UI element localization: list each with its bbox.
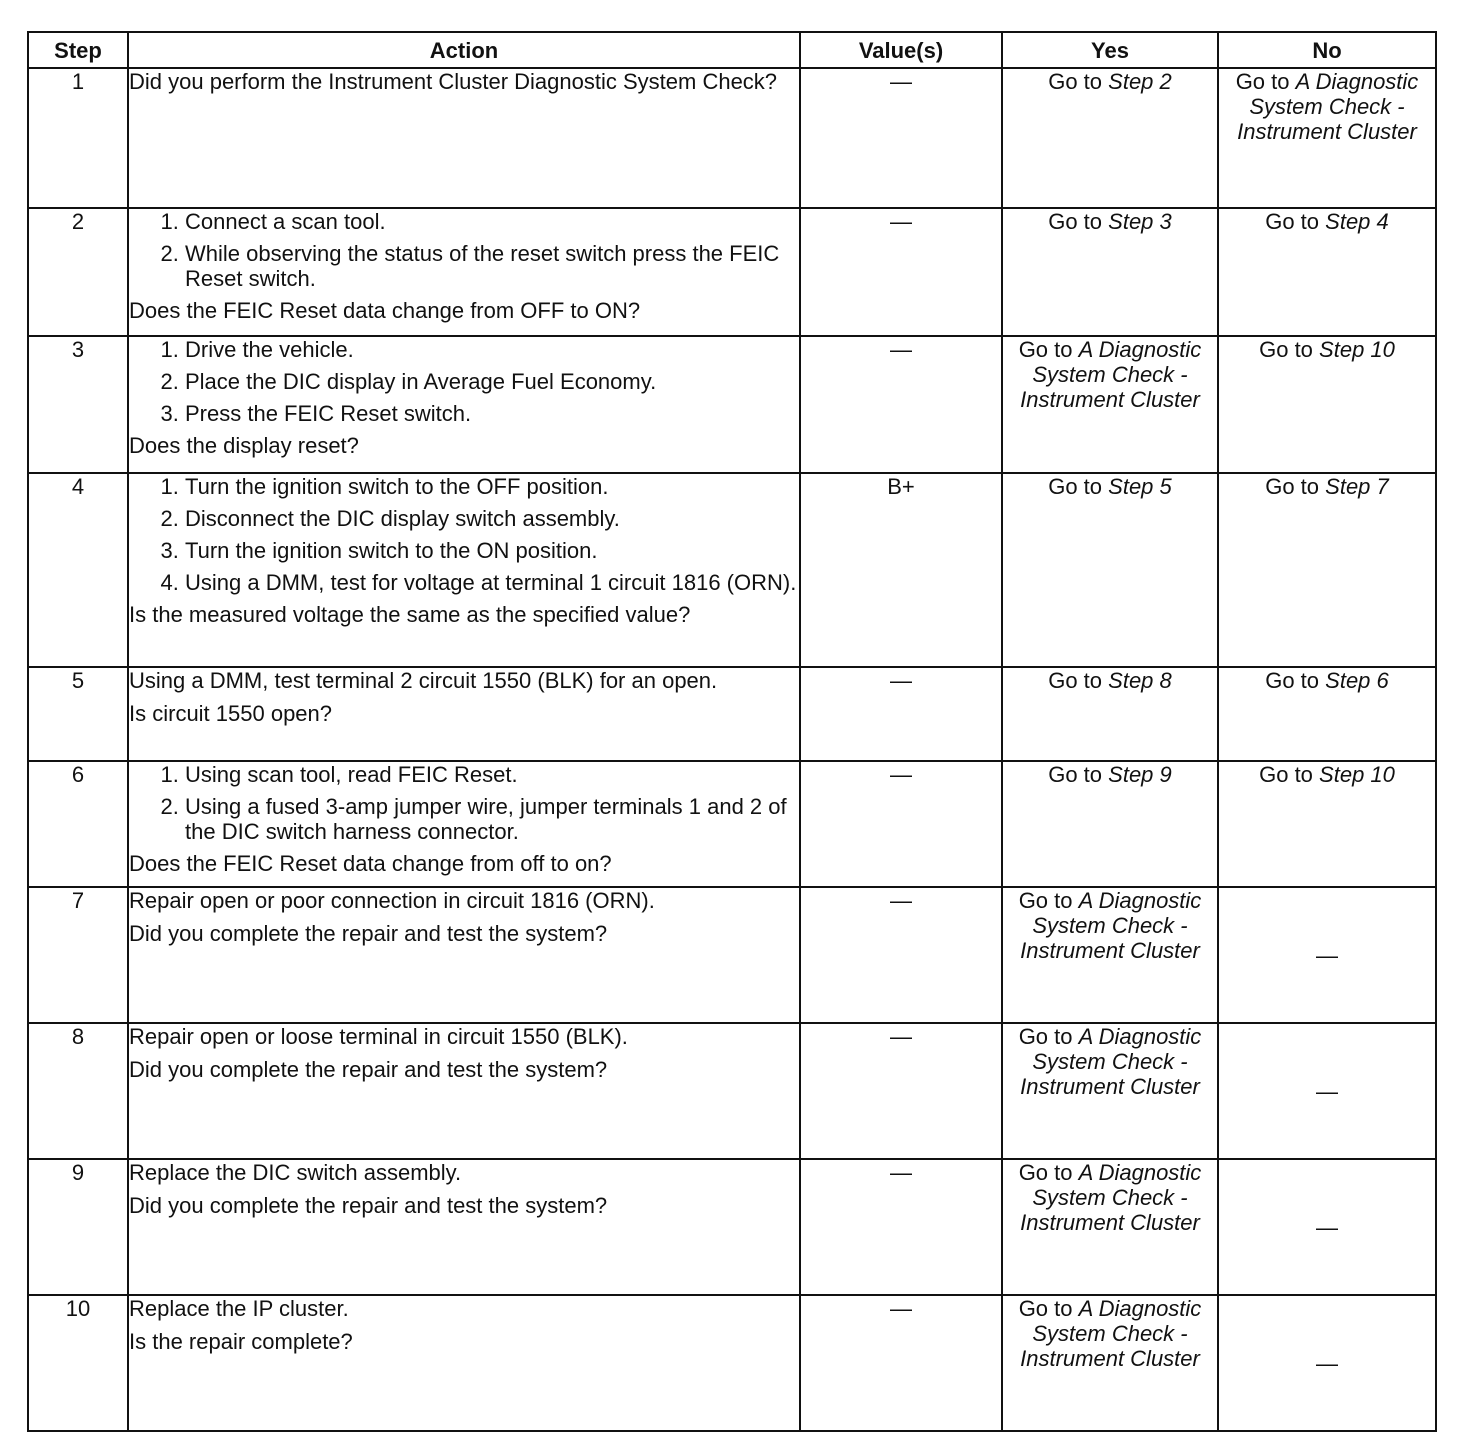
header-row: [28, 32, 1436, 68]
goto-link[interactable]: [1003, 337, 1217, 412]
action-step-item: 4. Using a DMM, test for voltage at terminal 1 circuit 1816 (ORN).: [185, 570, 799, 595]
table-row: [28, 1159, 1436, 1295]
step-number: 5: [28, 667, 128, 761]
action-body: [129, 1296, 799, 1354]
goto-target: Step 10: [1319, 337, 1395, 362]
action-body: [129, 1024, 799, 1082]
action-cell: [128, 336, 800, 473]
action-content: [129, 668, 799, 726]
action-body: [129, 762, 799, 851]
action-question: Does the FEIC Reset data change from off to on?: [129, 851, 612, 876]
goto-prefix: Go to: [1048, 762, 1103, 787]
no-cell: [1218, 208, 1436, 336]
step-number: 2: [28, 208, 128, 336]
goto-link[interactable]: [1003, 1160, 1217, 1235]
action-step-item: 1. Turn the ignition switch to the OFF position.: [185, 474, 799, 499]
yes-cell: [1002, 1023, 1218, 1159]
action-content: [129, 1160, 799, 1218]
action-step-item: 2. Place the DIC display in Average Fuel Economy.: [185, 369, 799, 394]
dash-text: —: [1316, 942, 1338, 968]
action-content: [129, 69, 799, 102]
value-cell: —: [800, 887, 1002, 1023]
action-cell: [128, 1023, 800, 1159]
action-intro: Repair open or poor connection in circuit 1816 (ORN).: [129, 888, 655, 913]
goto-link[interactable]: [1003, 1296, 1217, 1371]
step-number: 10: [28, 1295, 128, 1431]
yes-cell: [1002, 1295, 1218, 1431]
action-question: Does the display reset?: [129, 433, 359, 458]
no-cell: [1218, 473, 1436, 667]
action-step-list: [129, 209, 799, 291]
step-number: 8: [28, 1023, 128, 1159]
action-body: [129, 209, 799, 298]
action-question: Is circuit 1550 open?: [129, 701, 333, 726]
value-cell: —: [800, 1023, 1002, 1159]
no-cell: [1218, 761, 1436, 887]
yes-cell: [1002, 68, 1218, 208]
goto-target: A Diagnostic System Check - Instrument Cluster: [1020, 1024, 1202, 1099]
table-row: [28, 887, 1436, 1023]
yes-cell: [1002, 208, 1218, 336]
no-cell: [1218, 887, 1436, 1023]
no-cell: [1218, 336, 1436, 473]
table-row: [28, 336, 1436, 473]
no-cell: [1218, 1023, 1436, 1159]
action-content: [129, 209, 799, 323]
action-question: Did you complete the repair and test the system?: [129, 1057, 608, 1082]
goto-target: Step 10: [1319, 762, 1395, 787]
yes-cell: [1002, 336, 1218, 473]
goto-prefix: Go to: [1048, 69, 1103, 94]
yes-cell: [1002, 473, 1218, 667]
action-step-item: 2. While observing the status of the reset switch press the FEIC Reset switch.: [185, 241, 799, 291]
action-body: [129, 69, 799, 102]
goto-prefix: Go to: [1259, 337, 1313, 362]
goto-target: A Diagnostic System Check - Instrument Cluster: [1020, 1160, 1202, 1235]
action-body: [129, 888, 799, 946]
goto-prefix: Go to: [1265, 668, 1320, 693]
goto-prefix: Go to: [1018, 1160, 1073, 1185]
no-action-dash: [1219, 943, 1435, 968]
goto-prefix: Go to: [1265, 209, 1320, 234]
goto-prefix: Go to: [1018, 1024, 1073, 1049]
goto-link[interactable]: [1003, 888, 1217, 963]
action-question: Is the measured voltage the same as the specified value?: [129, 602, 691, 627]
value-cell: —: [800, 761, 1002, 887]
table-row: [28, 1023, 1436, 1159]
diagnostic-table: [27, 31, 1437, 1432]
action-cell: [128, 761, 800, 887]
action-step-item: 2. Disconnect the DIC display switch assembly.: [185, 506, 799, 531]
yes-cell: [1002, 887, 1218, 1023]
action-step-item: 1. Drive the vehicle.: [185, 337, 799, 362]
goto-link[interactable]: [1219, 209, 1435, 234]
goto-target: Step 2: [1108, 69, 1172, 94]
goto-link[interactable]: [1219, 474, 1435, 499]
value-cell: B+: [800, 473, 1002, 667]
goto-prefix: Go to: [1048, 209, 1103, 234]
action-intro: Using a DMM, test terminal 2 circuit 1550 (BLK) for an open.: [129, 668, 718, 693]
goto-target: Step 3: [1108, 209, 1172, 234]
action-content: [129, 1024, 799, 1082]
goto-target: A Diagnostic System Check - Instrument Cluster: [1020, 337, 1202, 412]
action-step-item: 1. Using scan tool, read FEIC Reset.: [185, 762, 799, 787]
no-action-dash: [1219, 1351, 1435, 1376]
header-yes: Yes: [1002, 32, 1218, 68]
goto-target: A Diagnostic System Check - Instrument Cluster: [1237, 69, 1419, 144]
action-step-list: [129, 474, 799, 595]
goto-target: Step 9: [1108, 762, 1172, 787]
action-cell: [128, 1159, 800, 1295]
header-step: Step: [28, 32, 128, 68]
step-number: 9: [28, 1159, 128, 1295]
value-cell: —: [800, 68, 1002, 208]
action-intro: Did you perform the Instrument Cluster Diagnostic System Check?: [129, 69, 778, 94]
yes-cell: [1002, 667, 1218, 761]
goto-target: Step 8: [1108, 668, 1172, 693]
header-action: Action: [128, 32, 800, 68]
action-question: Is the repair complete?: [129, 1329, 353, 1354]
no-cell: [1218, 667, 1436, 761]
goto-target: A Diagnostic System Check - Instrument Cluster: [1020, 888, 1202, 963]
action-cell: [128, 887, 800, 1023]
action-cell: [128, 667, 800, 761]
action-step-list: [129, 762, 799, 844]
step-number: 3: [28, 336, 128, 473]
action-content: [129, 888, 799, 946]
action-question: Does the FEIC Reset data change from OFF to ON?: [129, 298, 641, 323]
yes-cell: [1002, 761, 1218, 887]
step-number: 4: [28, 473, 128, 667]
goto-prefix: Go to: [1265, 474, 1320, 499]
action-cell: [128, 68, 800, 208]
goto-link[interactable]: [1219, 762, 1435, 787]
dash-text: —: [1316, 1078, 1338, 1104]
no-cell: [1218, 1295, 1436, 1431]
goto-link[interactable]: [1003, 69, 1217, 94]
goto-prefix: Go to: [1259, 762, 1313, 787]
dash-text: —: [1316, 1214, 1338, 1240]
goto-link[interactable]: [1003, 209, 1217, 234]
yes-cell: [1002, 1159, 1218, 1295]
table-row: [28, 473, 1436, 667]
action-step-item: 3. Turn the ignition switch to the ON position.: [185, 538, 799, 563]
no-action-dash: [1219, 1079, 1435, 1104]
goto-prefix: Go to: [1235, 69, 1290, 94]
step-number: 7: [28, 887, 128, 1023]
goto-link[interactable]: [1219, 337, 1435, 362]
goto-target: Step 4: [1325, 209, 1389, 234]
goto-link[interactable]: [1219, 69, 1435, 144]
action-intro: Replace the IP cluster.: [129, 1296, 349, 1321]
action-intro: Replace the DIC switch assembly.: [129, 1160, 462, 1185]
table-row: [28, 68, 1436, 208]
value-cell: —: [800, 336, 1002, 473]
goto-prefix: Go to: [1048, 668, 1103, 693]
goto-prefix: Go to: [1018, 888, 1073, 913]
table-row: [28, 667, 1436, 761]
header-values: Value(s): [800, 32, 1002, 68]
goto-target: Step 6: [1325, 668, 1389, 693]
action-question: Did you complete the repair and test the system?: [129, 921, 608, 946]
table-row: [28, 1295, 1436, 1431]
header-no: No: [1218, 32, 1436, 68]
action-content: [129, 762, 799, 876]
goto-prefix: Go to: [1018, 337, 1073, 362]
value-cell: —: [800, 1159, 1002, 1295]
goto-link[interactable]: [1003, 668, 1217, 693]
action-body: [129, 337, 799, 433]
goto-link[interactable]: [1003, 1024, 1217, 1099]
action-step-item: 2. Using a fused 3-amp jumper wire, jumper terminals 1 and 2 of the DIC switch harness connector.: [185, 794, 799, 844]
goto-target: A Diagnostic System Check - Instrument Cluster: [1020, 1296, 1202, 1371]
no-cell: [1218, 68, 1436, 208]
value-cell: —: [800, 208, 1002, 336]
goto-link[interactable]: [1219, 668, 1435, 693]
action-body: [129, 1160, 799, 1218]
value-cell: —: [800, 1295, 1002, 1431]
value-cell: —: [800, 667, 1002, 761]
goto-target: Step 7: [1325, 474, 1389, 499]
table-row: [28, 761, 1436, 887]
goto-prefix: Go to: [1048, 474, 1103, 499]
step-number: 1: [28, 68, 128, 208]
action-content: [129, 474, 799, 627]
action-content: [129, 337, 799, 458]
dash-text: —: [1316, 1350, 1338, 1376]
action-intro: Repair open or loose terminal in circuit 1550 (BLK).: [129, 1024, 628, 1049]
goto-prefix: Go to: [1018, 1296, 1073, 1321]
action-step-item: 1. Connect a scan tool.: [185, 209, 799, 234]
goto-link[interactable]: [1003, 762, 1217, 787]
action-body: [129, 474, 799, 602]
action-cell: [128, 208, 800, 336]
step-number: 6: [28, 761, 128, 887]
action-step-list: [129, 337, 799, 426]
action-question: Did you complete the repair and test the system?: [129, 1193, 608, 1218]
action-cell: [128, 473, 800, 667]
no-action-dash: [1219, 1215, 1435, 1240]
no-cell: [1218, 1159, 1436, 1295]
table-row: [28, 208, 1436, 336]
goto-target: Step 5: [1108, 474, 1172, 499]
action-content: [129, 1296, 799, 1354]
action-cell: [128, 1295, 800, 1431]
goto-link[interactable]: [1003, 474, 1217, 499]
action-step-item: 3. Press the FEIC Reset switch.: [185, 401, 799, 426]
action-body: [129, 668, 799, 726]
